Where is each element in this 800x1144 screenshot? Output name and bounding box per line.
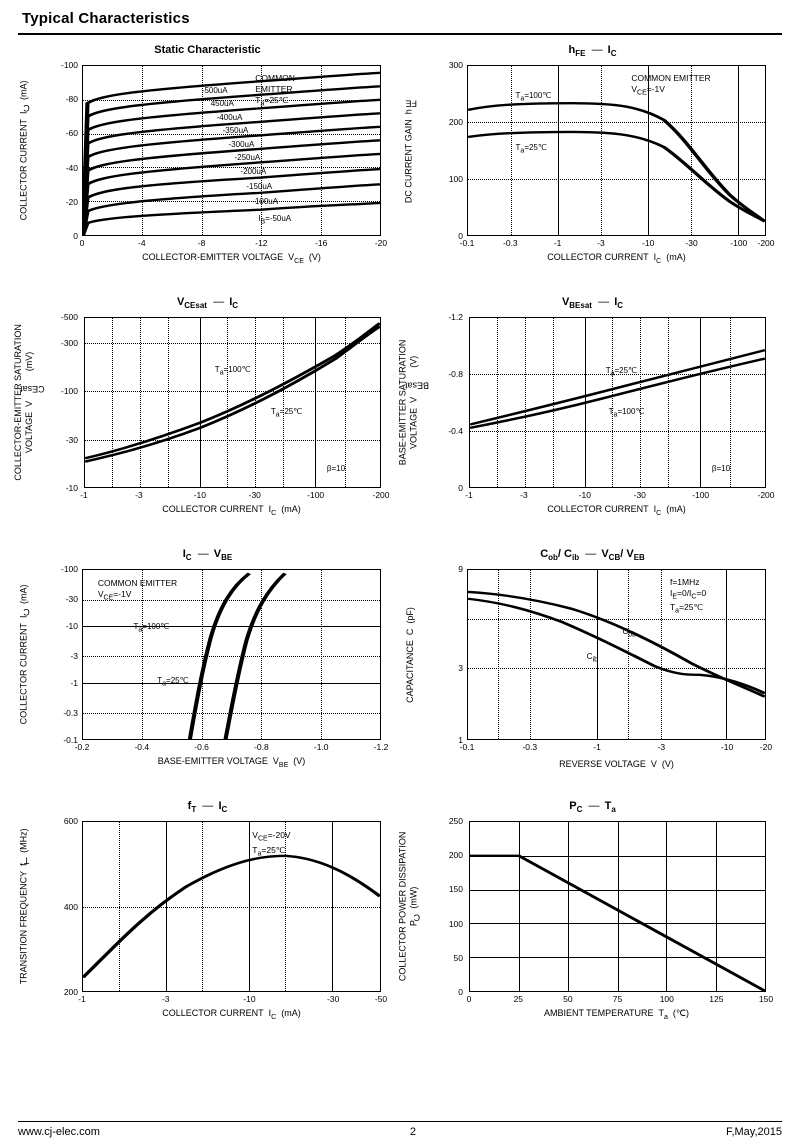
x-tick: -20	[759, 742, 773, 752]
y-axis-title: BASE-EMITTER SATURATION VOLTAGE VBEsat (V)	[397, 339, 429, 466]
series-label: -250uA	[234, 153, 261, 163]
x-tick: -0.4	[134, 742, 150, 752]
footer-revision: F,May,2015	[725, 1126, 782, 1138]
x-tick: -0.1	[459, 742, 475, 752]
y-tick: 0	[458, 987, 463, 997]
x-axis-ticks	[459, 238, 775, 250]
chart-hfe-vs-ic	[403, 43, 782, 291]
page-title: Typical Characteristics	[22, 10, 190, 27]
x-tick: -0.3	[522, 742, 538, 752]
x-tick: 75	[612, 994, 623, 1004]
series-label-cob: Cob	[622, 626, 637, 639]
curve-set	[468, 66, 765, 235]
x-tick: -30	[633, 490, 646, 500]
x-tick: -100	[307, 490, 325, 500]
y-tick: 0	[73, 231, 78, 241]
curve-set	[470, 318, 765, 487]
y-tick: -10	[65, 483, 78, 493]
y-tick: 150	[448, 884, 463, 895]
x-axis-title: COLLECTOR CURRENT $I_C$ (mA)	[547, 504, 686, 517]
y-axis-title: CAPACITANCE C (pF)	[405, 606, 415, 703]
x-axis-ticks	[465, 490, 775, 502]
x-tick: -100	[730, 238, 748, 248]
y-axis-ticks	[421, 816, 465, 997]
y-axis-ticks	[36, 564, 80, 745]
x-tick: -0.1	[459, 238, 475, 248]
x-tick: -0.2	[74, 742, 90, 752]
footer-divider	[18, 1121, 782, 1122]
series-label: -500uA	[201, 85, 228, 95]
page-footer	[18, 1121, 782, 1138]
series-label: Ta=100℃	[133, 621, 170, 634]
y-axis-title: COLLECTOR CURRENT IC (mA)	[18, 80, 30, 221]
plot-area	[82, 65, 381, 236]
x-tick: -10	[720, 742, 734, 752]
y-tick: 100	[448, 173, 463, 184]
x-axis-title: COLLECTOR CURRENT $I_C$ (mA)	[547, 252, 686, 265]
y-axis-ticks	[421, 564, 465, 745]
y-tick: -60	[65, 128, 78, 139]
x-tick: -50	[374, 994, 388, 1004]
y-axis-title: COLLECTOR CURRENT IC (mA)	[18, 584, 30, 725]
x-tick: -1.2	[373, 742, 389, 752]
chart-title: $f_T$ — $I_C$	[187, 800, 228, 815]
x-tick: -1	[78, 994, 86, 1004]
series-label: -100uA	[252, 197, 279, 207]
chart-static-characteristic	[18, 43, 397, 291]
y-tick: 3	[458, 663, 463, 674]
y-tick: -1.2	[448, 312, 463, 322]
plot-area	[469, 317, 766, 488]
y-tick: -80	[65, 94, 78, 105]
series-label: -300uA	[228, 139, 255, 149]
footer-website[interactable]: www.cj-elec.com	[18, 1126, 100, 1138]
y-tick: -500	[60, 312, 78, 322]
y-tick: 300	[448, 60, 463, 70]
y-axis-ticks	[36, 312, 80, 493]
x-tick: -3	[135, 490, 143, 500]
chart-ic-vs-vbe	[18, 547, 397, 795]
chart-title: $h_{FE}$ — $I_C$	[568, 44, 617, 59]
x-tick: -16	[315, 238, 328, 248]
x-tick: -20	[374, 238, 388, 248]
x-tick: 50	[563, 994, 573, 1004]
y-tick: 9	[458, 564, 463, 574]
x-axis-title: BASE-EMITTER VOLTAGE $V_{BE}$ (V)	[157, 756, 306, 769]
y-axis-ticks	[421, 312, 465, 493]
x-tick: -30	[248, 490, 261, 500]
chart-title: $V_{CEsat}$ — $I_C$	[176, 296, 239, 311]
x-axis-ticks	[74, 742, 389, 754]
annotation-note-7: $V_{CE}=-20V$ $T_a=25℃$	[252, 830, 291, 858]
y-axis-ticks	[421, 60, 465, 241]
y-axis-title: DC CURRENT GAIN hFE	[403, 98, 418, 204]
y-tick: -300	[60, 337, 78, 348]
y-tick: -10	[65, 620, 78, 631]
y-tick: -0.1	[63, 735, 78, 745]
y-tick: -0.4	[448, 425, 463, 436]
y-tick: -100	[60, 386, 78, 397]
series-label: Ta=100℃	[515, 90, 552, 103]
chart-title: Static Characteristic	[154, 44, 261, 56]
y-tick: -30	[65, 593, 78, 604]
plot-area	[84, 317, 381, 488]
curve-set	[83, 66, 380, 235]
series-label: -150uA	[246, 181, 273, 191]
x-axis-title: COLLECTOR CURRENT $I_C$ (mA)	[162, 1008, 301, 1021]
annotation-note-5: COMMON EMITTER $V_{CE}=-1V$	[97, 578, 178, 603]
y-axis-ticks	[36, 816, 80, 997]
y-tick: -100	[60, 60, 78, 70]
x-tick: 150	[758, 994, 774, 1004]
y-tick: -1	[70, 677, 78, 688]
y-axis-title: COLLECTOR-EMITTER SATURATION VOLTAGE VCEsat (mV)	[12, 324, 45, 481]
x-tick: -200	[372, 490, 390, 500]
x-tick: 0	[466, 994, 472, 1004]
y-tick: -40	[65, 162, 78, 173]
chart-ft-vs-ic	[18, 799, 397, 1047]
chart-vbesat-vs-ic	[397, 295, 782, 543]
plot-area	[469, 821, 766, 992]
footer-page-number: 2	[409, 1126, 416, 1138]
series-label: Ta=25℃	[515, 143, 547, 155]
annotation-note-1: COMMON EMITTER $T_a=25℃$	[255, 72, 295, 108]
x-axis-title: REVERSE VOLTAGE V (V)	[559, 759, 674, 769]
chart-vcesat-vs-ic	[12, 295, 397, 543]
y-tick: 1	[458, 735, 463, 745]
y-tick: -3	[70, 651, 78, 662]
series-label: IB=-50uA	[258, 214, 292, 226]
chart-title: $I_C$ — $V_{BE}$	[182, 548, 233, 563]
x-tick: -3	[161, 994, 170, 1004]
x-tick: -1	[553, 238, 562, 248]
x-axis-ticks	[459, 742, 773, 754]
y-tick: -0.3	[63, 708, 78, 719]
page-header	[18, 0, 782, 35]
chart-capacitance-vs-voltage	[403, 547, 782, 795]
x-tick: 100	[659, 994, 674, 1004]
series-label-cib: Cib	[586, 652, 599, 664]
y-tick: 50	[453, 952, 463, 963]
y-tick: 200	[448, 850, 463, 861]
x-tick: -0.6	[194, 742, 209, 752]
x-tick: -8	[197, 238, 206, 248]
x-tick: -0.3	[503, 238, 518, 248]
x-tick: -1	[593, 742, 601, 752]
curve-set	[85, 318, 380, 487]
y-tick: -0.8	[448, 368, 463, 379]
y-tick: -100	[60, 564, 78, 574]
x-tick: -3	[597, 238, 605, 248]
annotation-note-6: f=1MHz $I_E=0/I_C=0$ $T_a=25℃$	[669, 576, 707, 616]
series-label: Ta=25℃	[157, 675, 189, 688]
x-tick: -30	[685, 238, 698, 248]
series-label: Ta=100℃	[214, 364, 251, 377]
x-tick: -0.8	[254, 742, 269, 752]
charts-grid	[12, 43, 782, 1047]
x-tick: -1	[465, 490, 473, 500]
chart-title: $C_{ob}/$ $C_{ib}$ — $V_{CB}/$ $V_{EB}$	[540, 548, 645, 563]
y-tick: 100	[448, 918, 463, 929]
annotation-note-2: COMMON EMITTER $V_{CE}=-1V$	[631, 72, 711, 97]
y-axis-title: TRANSITION FREQUENCY fT (MHz)	[18, 828, 30, 985]
chart-title: $V_{BEsat}$ — $I_C$	[561, 296, 624, 311]
x-tick: -3	[657, 742, 666, 752]
x-tick: -4	[138, 238, 146, 248]
chart-pc-vs-ta	[397, 799, 782, 1047]
x-tick: 0	[79, 238, 85, 248]
series-label: -400uA	[216, 112, 243, 122]
x-axis-ticks	[78, 994, 388, 1006]
series-label: Ta=100℃	[608, 406, 645, 419]
curve-set	[83, 822, 380, 991]
y-axis-title: COLLECTOR POWER DISSIPATION PC (mW)	[397, 831, 421, 982]
x-tick: -3	[520, 490, 528, 500]
y-tick: 0	[458, 231, 463, 241]
x-axis-ticks	[466, 994, 774, 1006]
x-axis-ticks	[79, 238, 388, 250]
x-tick: -200	[757, 238, 775, 248]
y-tick: -20	[65, 196, 78, 207]
x-tick: -10	[243, 994, 256, 1004]
x-tick: -100	[692, 490, 710, 500]
plot-area	[82, 821, 381, 992]
derating-line	[470, 822, 765, 991]
y-tick: 600	[63, 816, 78, 826]
series-label: Ta=25℃	[605, 366, 638, 378]
x-axis-ticks	[80, 490, 390, 502]
x-tick: 125	[709, 994, 724, 1004]
x-tick: -12	[255, 238, 268, 248]
series-label: -200uA	[240, 166, 267, 176]
x-tick: -10	[642, 238, 655, 248]
plot-area	[467, 569, 766, 740]
y-axis-ticks	[36, 60, 80, 241]
x-tick: -200	[757, 490, 775, 500]
y-tick: 400	[63, 901, 78, 912]
plot-area	[82, 569, 381, 740]
x-tick: -10	[578, 490, 591, 500]
x-axis-title: AMBIENT TEMPERATURE $T_a$ (℃)	[543, 1008, 690, 1021]
y-tick: 250	[448, 816, 463, 826]
series-label: -350uA	[222, 126, 249, 136]
x-tick: 25	[513, 994, 524, 1004]
chart-title: $P_C$ — $T_a$	[569, 800, 616, 815]
x-tick: -30	[327, 994, 340, 1004]
x-tick: -1	[80, 490, 88, 500]
x-axis-title: COLLECTOR CURRENT $I_C$ (mA)	[162, 504, 301, 517]
y-tick: -30	[65, 435, 78, 446]
series-label: 450uA	[210, 99, 234, 109]
x-tick: -10	[193, 490, 206, 500]
y-tick: 200	[448, 116, 463, 127]
annotation-beta: β=10	[326, 464, 346, 474]
plot-area	[467, 65, 766, 236]
y-tick: 200	[63, 987, 78, 997]
series-label: Ta=25℃	[270, 406, 303, 419]
y-tick: 0	[458, 483, 463, 493]
header-divider	[18, 33, 782, 35]
x-axis-title: COLLECTOR-EMITTER VOLTAGE $V_{CE}$ (V)	[142, 252, 321, 265]
curve-set	[468, 570, 765, 739]
annotation-beta: β=10	[711, 464, 731, 474]
x-tick: -1.0	[313, 742, 329, 752]
